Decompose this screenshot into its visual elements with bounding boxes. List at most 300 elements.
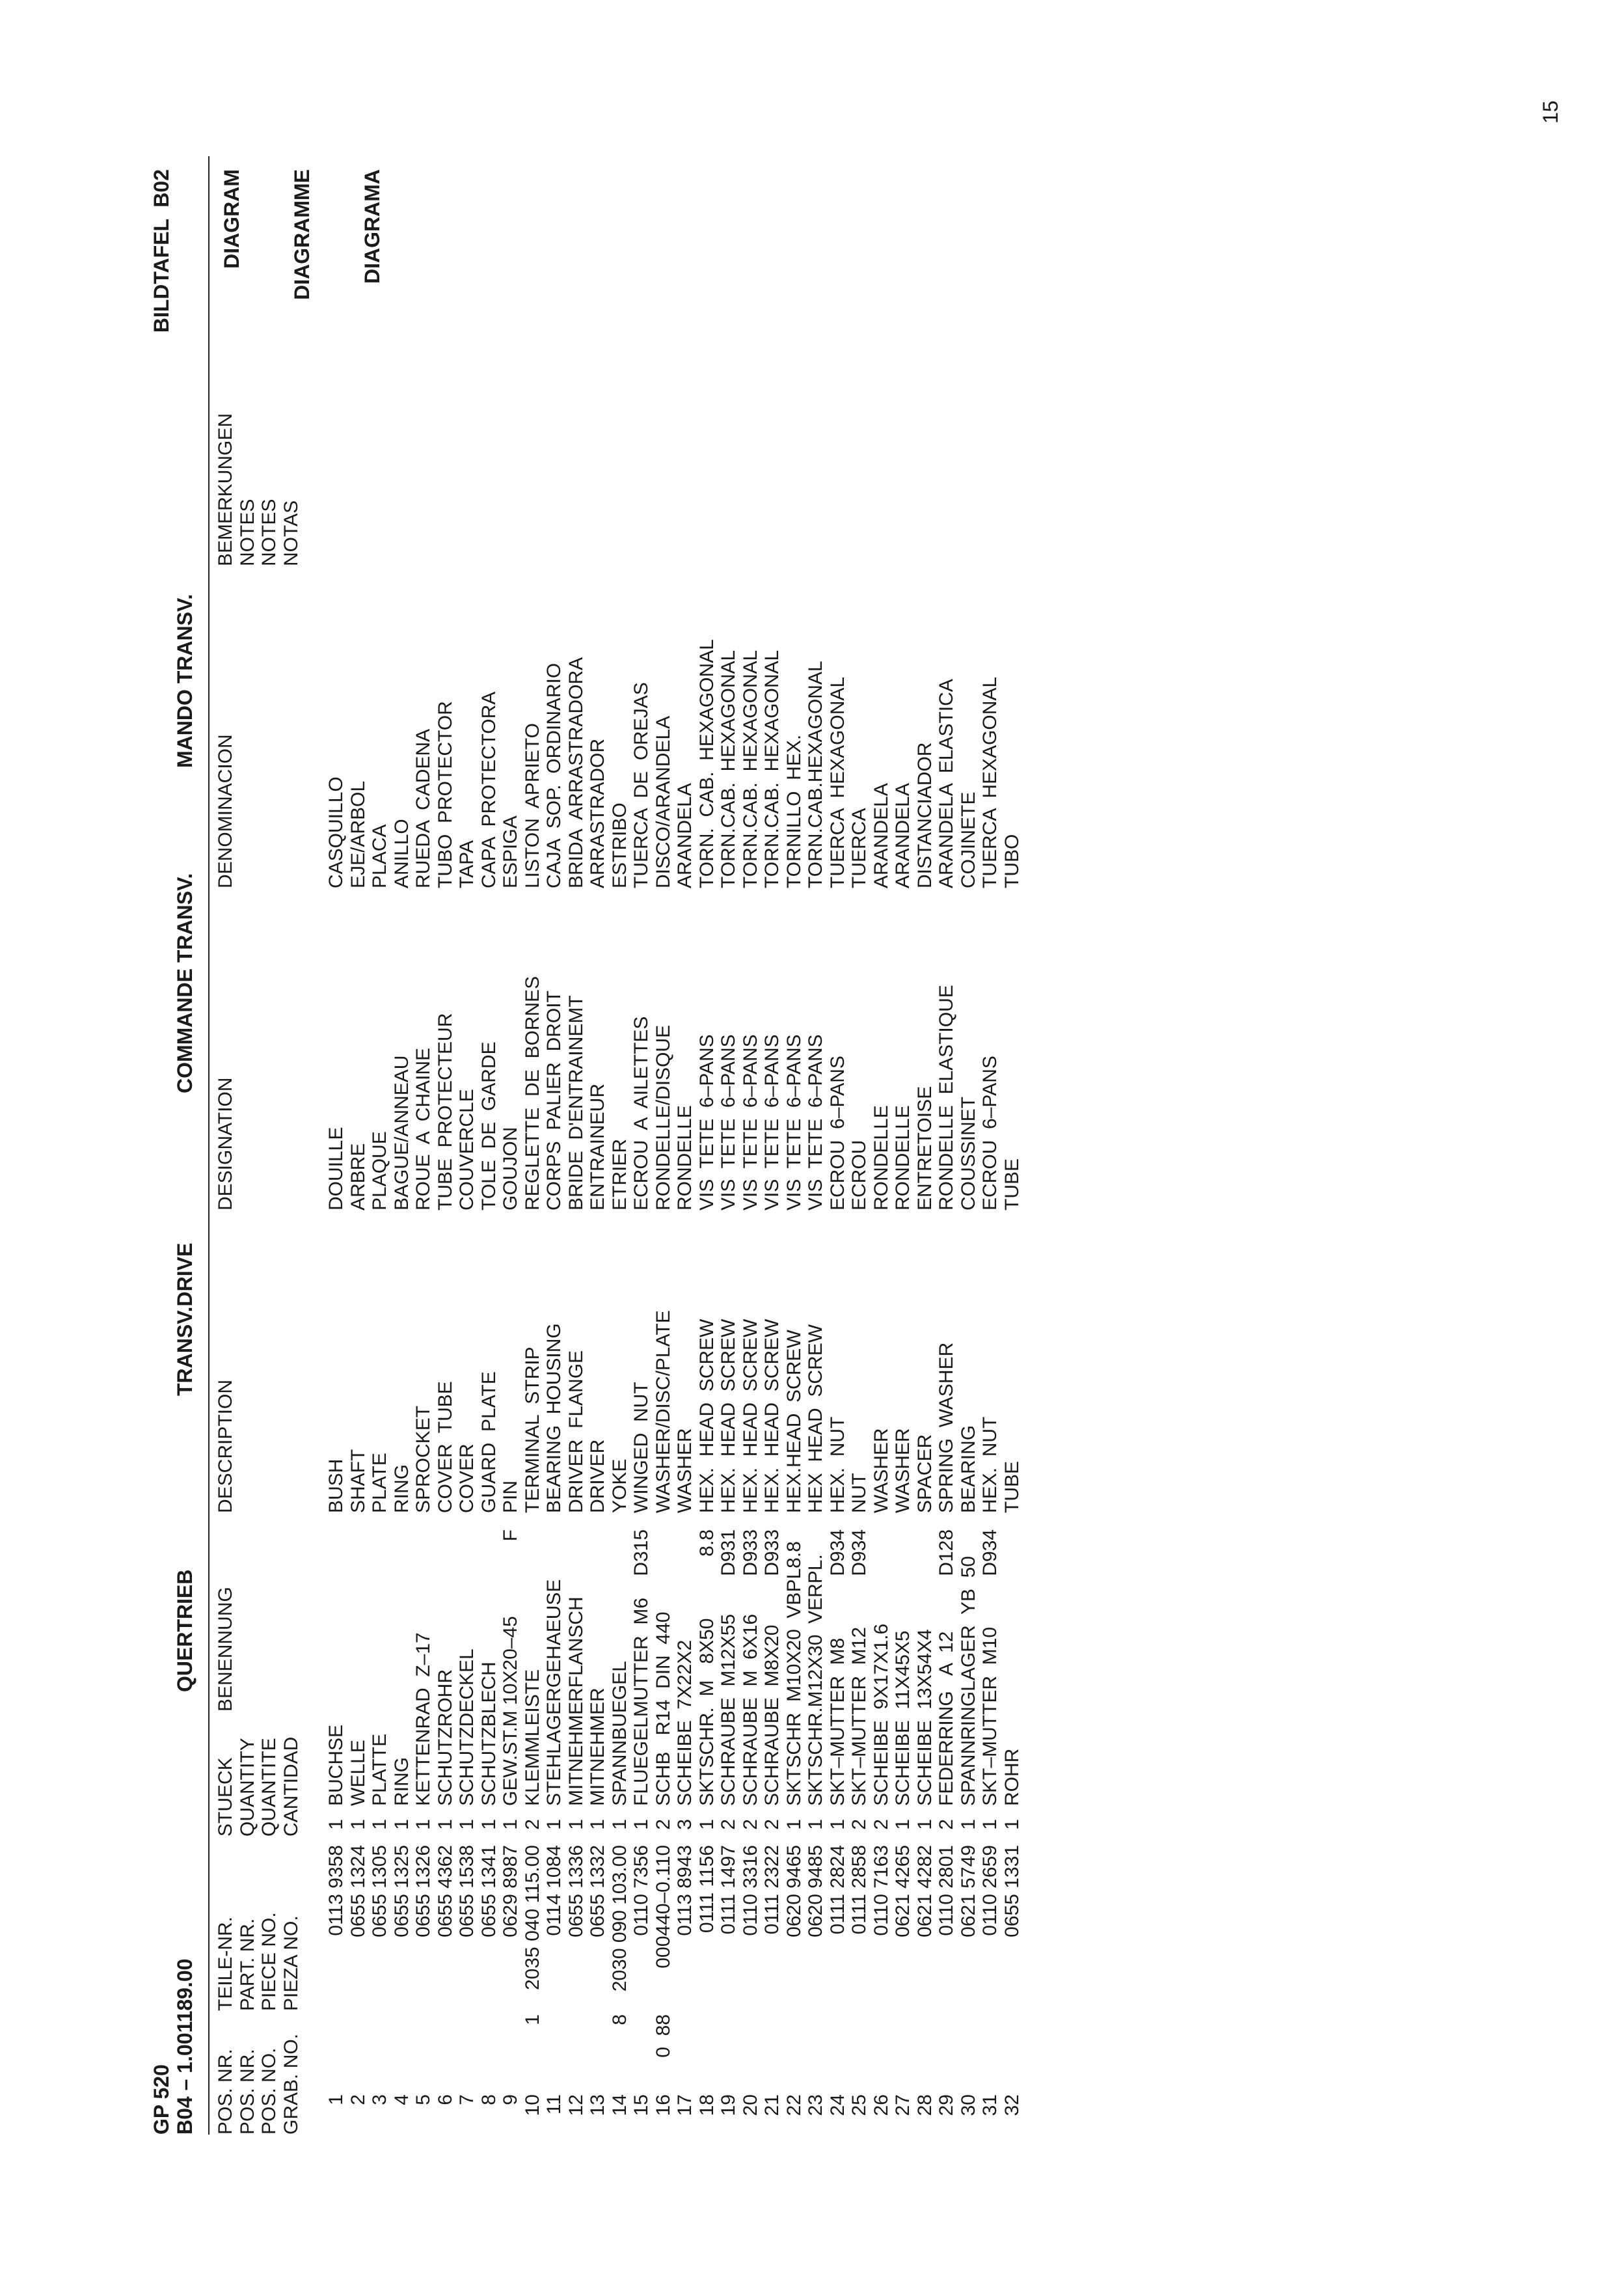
part-number-cell: 000440–0.110 (652, 1845, 674, 1969)
pos-cell: 6 (434, 2094, 456, 2105)
part-number-cell: 0111 1156 (696, 1845, 718, 1934)
designation-cell: ROUE A CHAINE (413, 1047, 434, 1210)
quantity-cell: 2 (870, 1819, 892, 1830)
pos-cell: 8 (478, 2094, 500, 2105)
part-number-cell: 0113 9358 (325, 1845, 347, 1936)
benennung-cell: RING (390, 1757, 413, 1806)
pos-cell: 4 (390, 2094, 413, 2105)
designation-cell: VIS TETE 6–PANS (696, 1034, 718, 1210)
denominacion-cell: BRIDA ARRASTRADORA (565, 657, 587, 888)
designation-cell: VIS TETE 6–PANS (739, 1034, 761, 1210)
designation-cell: PLAQUE (369, 1131, 390, 1210)
header-label: DENOMINACION (215, 734, 236, 888)
header-label: BEMERKUNGEN (215, 413, 236, 566)
quantity-cell: 1 (783, 1819, 805, 1830)
designation-cell: COUSSINET (957, 1096, 979, 1210)
header-rule (208, 156, 210, 2135)
norm-cell (871, 1529, 893, 1634)
designation-cell: ETRIER (608, 1138, 630, 1210)
page-number: 15 (1539, 100, 1562, 124)
denominacion-cell: ESTRIBO (608, 802, 630, 888)
prefix-cell: 0 88 (652, 2014, 674, 2058)
model-label: GP 520 (150, 2064, 173, 2135)
description-cell: PLATE (369, 1453, 390, 1513)
benennung-cell: SCHUTZDECKEL (456, 1648, 478, 1806)
designation-column (325, 976, 1023, 1210)
quantity-cell: 1 (456, 1819, 478, 1830)
quantity-cell: 1 (587, 1819, 608, 1830)
denominacion-cell: TORN.CAB. HEXAGONAL (761, 649, 783, 888)
norm-cell (892, 1529, 914, 1634)
benennung-cell: PLATTE (369, 1733, 390, 1806)
part-header (215, 1912, 302, 2011)
denominacion-cell: TORNILLO HEX. (783, 734, 805, 888)
pos-cell: 12 (565, 2094, 587, 2116)
pos-cell: 19 (718, 2094, 739, 2116)
norm-cell (347, 1529, 370, 1634)
benennung-cell: MITNEHMER (587, 1688, 608, 1806)
norm-cell (325, 1529, 347, 1634)
prefix-cell (500, 2014, 522, 2076)
denominacion-cell: TORN.CAB.HEXAGONAL (805, 661, 826, 888)
norm-cell (587, 1529, 609, 1634)
prefix-cell (413, 2014, 435, 2076)
description-cell: WASHER (892, 1428, 914, 1513)
pos-cell: 14 (608, 2094, 630, 2116)
header-label: NOTES (258, 499, 280, 566)
quantity-cell: 1 (957, 1819, 979, 1830)
designation-cell: RONDELLE (870, 1105, 892, 1210)
description-cell: TUBE (1001, 1460, 1023, 1513)
pos-cell: 25 (848, 2094, 870, 2116)
denominacion-cell: TUERCA (848, 808, 870, 888)
norm-cell: D315 (630, 1529, 652, 1576)
benennung-cell: SKTSCHR. M 8X50 (696, 1618, 718, 1806)
designation-cell: ARBRE (347, 1143, 369, 1210)
quantity-cell: 1 (630, 1819, 652, 1830)
quantity-cell: 2 (521, 1819, 543, 1830)
denominacion-cell: ARANDELA ELASTICA (936, 679, 957, 888)
quantity-cell: 1 (369, 1819, 390, 1830)
description-cell: WINGED NUT (630, 1382, 652, 1513)
part-number-cell: 0620 9485 (805, 1845, 826, 1937)
pos-cell: 13 (587, 2094, 608, 2116)
benennung-cell: SCHRAUBE M8X20 (761, 1624, 783, 1806)
norm-cell: D933 (739, 1529, 761, 1576)
norm-cell (478, 1529, 500, 1634)
norm-cell (413, 1529, 435, 1634)
diagram-label: DIAGRAM (220, 169, 243, 269)
benennung-cell: SKTSCHR.M12X30 VERPL. (805, 1554, 826, 1806)
description-cell: NUT (848, 1473, 870, 1513)
denominacion-header (215, 734, 237, 888)
quantity-cell: 2 (652, 1819, 674, 1830)
designation-cell: CORPS PALIER DROIT (543, 991, 565, 1210)
prefix-cell (718, 2014, 740, 2076)
part-number-column (325, 1845, 1023, 2011)
benennung-cell: STEHLAGERGEHAEUSE (543, 1579, 565, 1806)
diagram-labels (103, 169, 431, 390)
prefix-cell (871, 2014, 893, 2076)
denominacion-cell: LISTON APRIETO (521, 723, 543, 888)
pos-cell: 24 (826, 2094, 848, 2116)
designation-cell: VIS TETE 6–PANS (761, 1034, 783, 1210)
denominacion-cell: CASQUILLO (325, 776, 347, 888)
diagram-label: DIAGRAMA (360, 169, 384, 284)
part-number-cell: 0111 1497 (718, 1845, 739, 1935)
header-label: POS. NR. (236, 2049, 258, 2135)
prefix-cell (587, 2014, 609, 2076)
denominacion-cell: TORN. CAB. HEXAGONAL (696, 639, 718, 888)
description-cell: COVER TUBE (434, 1381, 456, 1513)
benennung-cell: FEDERRING A 12 (936, 1631, 957, 1806)
description-cell: SHAFT (347, 1449, 369, 1513)
part-number-cell: 0655 1326 (413, 1845, 434, 1937)
designation-cell: RONDELLE (674, 1105, 696, 1210)
part-number-cell: 0620 9465 (783, 1845, 805, 1937)
prefix-cell (391, 2014, 413, 2076)
denominacion-column (325, 639, 1023, 888)
prefix-cell (914, 2014, 936, 2076)
designation-cell: GOUJON (500, 1127, 521, 1210)
norm-cell (783, 1529, 805, 1634)
denominacion-cell: TUERCA HEXAGONAL (826, 676, 848, 888)
prefix-cell: 1 (521, 2014, 543, 2025)
prefix-cell (827, 2014, 849, 2076)
header-label: DESIGNATION (215, 1077, 236, 1210)
designation-cell: ENTRETOISE (914, 1086, 936, 1210)
pos-column (325, 2094, 1023, 2135)
part-number-cell: 0655 1341 (478, 1845, 500, 1937)
quantity-cell: 1 (543, 1819, 565, 1830)
designation-cell: RONDELLE (892, 1105, 914, 1210)
part-number-cell: 0621 5749 (957, 1845, 979, 1937)
benennung-cell: WELLE (347, 1740, 369, 1806)
designation-cell: ENTRAINEUR (587, 1083, 608, 1210)
quantity-cell: 1 (500, 1819, 521, 1830)
pos-cell: 20 (739, 2094, 761, 2116)
header-label: GRAB. NO. (280, 2033, 302, 2135)
designation-cell: VIS TETE 6–PANS (805, 1034, 826, 1210)
prefix-cell (696, 2014, 718, 2076)
part-number-cell: 0655 1305 (369, 1845, 390, 1937)
quantity-cell: 1 (979, 1819, 1001, 1830)
pos-cell: 30 (957, 2094, 979, 2116)
pos-cell: 15 (630, 2094, 652, 2116)
part-number-cell: 0629 8987 (500, 1845, 521, 1937)
description-cell: SPACER (914, 1434, 936, 1513)
header-label: QUANTITE (258, 1738, 280, 1837)
designation-cell: VIS TETE 6–PANS (718, 1034, 739, 1210)
description-cell: WASHER (870, 1428, 892, 1513)
prefix-cell (936, 2014, 958, 2076)
denominacion-cell: ARRASTRADOR (587, 738, 608, 888)
designation-cell: TUBE PROTECTEUR (434, 1013, 456, 1210)
quantity-cell: 1 (805, 1819, 826, 1830)
prefix-cell (543, 2014, 565, 2076)
part-number-cell: 0110 7356 (630, 1845, 652, 1936)
designation-cell: COUVERCLE (456, 1089, 478, 1210)
part-number-cell: 0655 1538 (456, 1845, 478, 1937)
description-cell: COVER (456, 1443, 478, 1513)
pos-cell: 26 (870, 2094, 892, 2116)
part-number-cell: 0621 4265 (892, 1845, 914, 1937)
quantity-cell: 1 (325, 1819, 347, 1830)
description-cell: TERMINAL STRIP (521, 1347, 543, 1513)
benennung-cell: SCHEIBE 13X54X4 (914, 1629, 936, 1806)
norm-cell: F (500, 1529, 521, 1542)
quantity-cell: 1 (696, 1819, 718, 1830)
part-number-cell: 0113 8943 (674, 1845, 696, 1936)
header-label: NOTES (236, 499, 258, 566)
header-label: PART. NR. (236, 1918, 258, 2011)
prefix-cell (325, 2014, 347, 2076)
header-label: STUECK (215, 1757, 236, 1837)
norm-cell: 8.8 (696, 1529, 718, 1557)
benennung-cell: SCHB R14 DIN 440 (652, 1611, 674, 1806)
designation-cell: ECROU 6–PANS (826, 1056, 848, 1210)
norm-cell (435, 1529, 457, 1634)
denominacion-cell: DISCO/ARANDELA (652, 715, 674, 888)
description-cell: RING (390, 1464, 413, 1513)
quantity-cell: 1 (892, 1819, 914, 1830)
norm-cell (914, 1529, 936, 1634)
quantity-cell: 3 (674, 1819, 696, 1830)
prefix-cell (783, 2014, 805, 2076)
designation-cell: TOLE DE GARDE (478, 1041, 500, 1210)
designation-cell: BRIDE D'ENTRAINEMT (565, 995, 587, 1210)
part-number-cell: 0655 4362 (434, 1845, 456, 1937)
quantity-cell: 1 (390, 1819, 413, 1830)
part-number-cell: 0655 1332 (587, 1845, 608, 1937)
quantity-cell: 1 (347, 1819, 369, 1830)
group-title-es: MANDO TRANSV. (173, 594, 196, 768)
description-cell: HEX. HEAD SCREW (739, 1319, 761, 1513)
prefix-cell (456, 2014, 478, 2076)
prefix-column (325, 2014, 1023, 2076)
doc-ref: B04 – 1.001189.00 (173, 1958, 196, 2135)
description-cell: HEX. NUT (826, 1416, 848, 1513)
denominacion-cell: ARANDELA (870, 783, 892, 888)
quantity-cell: 1 (565, 1819, 587, 1830)
quantity-cell: 1 (434, 1819, 456, 1830)
benennung-cell: KETTENRAD Z–17 (413, 1632, 434, 1806)
benennung-cell: ROHR (1001, 1748, 1023, 1806)
benennung-cell: MITNEHMERFLANSCH (565, 1596, 587, 1806)
norm-cell: D128 (936, 1529, 957, 1576)
norm-column (325, 1529, 1023, 1634)
designation-cell: ECROU 6–PANS (979, 1056, 1001, 1210)
header-label: CANTIDAD (280, 1736, 302, 1837)
description-cell: PIN (500, 1480, 521, 1513)
prefix-cell (892, 2014, 914, 2076)
part-number-cell: 2035 040 115.00 (521, 1845, 543, 1990)
description-cell: WASHER/DISC/PLATE (652, 1310, 674, 1513)
norm-cell: D933 (761, 1529, 783, 1576)
prefix-cell: 8 (608, 2014, 630, 2025)
norm-cell (958, 1529, 980, 1634)
norm-cell (456, 1529, 478, 1634)
description-cell: HEX. NUT (979, 1416, 1001, 1513)
benennung-cell: SCHUTZROHR (434, 1669, 456, 1806)
prefix-cell (848, 2014, 871, 2076)
pos-cell: 11 (543, 2094, 565, 2115)
norm-cell: D934 (826, 1529, 848, 1576)
norm-cell (543, 1529, 565, 1634)
designation-cell: RONDELLE/DISQUE (652, 1024, 674, 1210)
norm-cell (609, 1529, 631, 1634)
designation-cell: REGLETTE DE BORNES (521, 976, 543, 1210)
pos-cell: 10 (521, 2094, 543, 2116)
description-cell: BUSH (325, 1458, 347, 1513)
denominacion-cell: TORN.CAB. HEXAGONAL (718, 649, 739, 888)
parts-list-sheet (150, 156, 1373, 2135)
pos-cell: 18 (696, 2094, 718, 2116)
prefix-cell (958, 2014, 980, 2076)
header-label: POS. NO. (258, 2047, 280, 2135)
prefix-cell (630, 2014, 653, 2076)
prefix-cell (761, 2014, 783, 2076)
designation-cell: BAGUE/ANNEAU (390, 1055, 413, 1210)
quantity-cell: 2 (936, 1819, 957, 1830)
denominacion-cell: TAPA (456, 840, 478, 888)
denominacion-cell: CAPA PROTECTORA (478, 691, 500, 888)
pos-cell: 9 (500, 2094, 521, 2105)
pos-cell: 16 (652, 2094, 674, 2116)
denominacion-cell: TUBO PROTECTOR (434, 701, 456, 888)
norm-cell: D931 (718, 1529, 739, 1576)
pos-cell: 2 (347, 2094, 369, 2105)
pos-cell: 32 (1001, 2094, 1023, 2116)
quantity-cell: 2 (761, 1819, 783, 1830)
quantity-cell: 1 (1001, 1819, 1023, 1830)
benennung-cell: SCHEIBE 11X45X5 (892, 1630, 914, 1806)
prefix-cell (1001, 2014, 1023, 2076)
designation-cell: VIS TETE 6–PANS (783, 1034, 805, 1210)
benennung-cell: SCHEIBE 7X22X2 (674, 1639, 696, 1806)
benennung-cell: BUCHSE (325, 1724, 347, 1806)
prefix-cell (347, 2014, 370, 2076)
benennung-cell: SKTSCHR M10X20 VBPL8.8 (783, 1541, 805, 1806)
description-cell: DRIVER FLANGE (565, 1350, 587, 1513)
header-label: PIEZA NO. (280, 1915, 302, 2011)
norm-cell (805, 1529, 827, 1634)
benennung-cell: FLUEGELMUTTER M6 (630, 1597, 652, 1806)
norm-cell: D934 (979, 1529, 1001, 1576)
quantity-cell: 2 (718, 1819, 739, 1830)
prefix-cell (740, 2014, 762, 2076)
description-cell: HEX HEAD SCREW (805, 1324, 826, 1513)
description-cell: YOKE (608, 1458, 630, 1513)
norm-cell (674, 1529, 696, 1634)
prefix-cell (435, 2014, 457, 2076)
denominacion-cell: TUERCA HEXAGONAL (979, 676, 1001, 888)
designation-cell: RONDELLE ELASTIQUE (936, 985, 957, 1210)
description-cell: SPROCKET (413, 1405, 434, 1513)
pos-cell: 17 (674, 2094, 696, 2116)
denominacion-cell: ANILLO (390, 819, 413, 888)
quantity-column (325, 1819, 1023, 1839)
denominacion-cell: TUERCA DE OREJAS (630, 682, 652, 888)
quantity-cell: 1 (826, 1819, 848, 1830)
benennung-cell: GEW.ST.M 10X20–45 (500, 1616, 521, 1806)
norm-cell (522, 1529, 544, 1634)
benennung-cell: SCHEIBE 9X17X1.6 (870, 1623, 892, 1806)
header-label: TEILE-NR. (215, 1916, 236, 2011)
prefix-cell (565, 2014, 588, 2076)
description-cell: HEX. HEAD SCREW (761, 1319, 783, 1513)
group-title-en: TRANSV.DRIVE (173, 1242, 196, 1396)
quantity-cell: 2 (739, 1819, 761, 1830)
part-number-cell: 0111 2824 (826, 1845, 848, 1935)
pos-cell: 1 (325, 2094, 347, 2105)
description-header (215, 1380, 237, 1513)
description-cell: WASHER (674, 1428, 696, 1513)
denominacion-cell: CAJA SOP. ORDINARIO (543, 663, 565, 888)
pos-cell: 23 (805, 2094, 826, 2116)
designation-cell: TUBE (1001, 1158, 1023, 1210)
header-label: POS. NR. (215, 2049, 236, 2135)
designation-cell: ECROU (848, 1140, 870, 1210)
header-label: PIECE NO. (258, 1912, 280, 2011)
denominacion-cell: ARANDELA (892, 783, 914, 888)
norm-cell: D934 (848, 1529, 870, 1576)
part-number-cell: 0114 1084 (543, 1845, 565, 1936)
pos-cell: 21 (761, 2094, 783, 2116)
prefix-cell (979, 2014, 1001, 2076)
denominacion-cell: ESPIGA (500, 815, 521, 888)
description-cell: HEX.HEAD SCREW (783, 1330, 805, 1513)
benennung-cell: SKT–MUTTER M8 (826, 1637, 848, 1806)
qty-header (215, 1737, 302, 1837)
designation-header (215, 1078, 237, 1210)
part-number-cell: 0110 3316 (739, 1845, 761, 1936)
description-cell: HEX. HEAD SCREW (696, 1319, 718, 1513)
header-label: QUANTITY (236, 1738, 258, 1837)
pos-header (215, 2034, 302, 2135)
part-number-cell: 2030 090 103.00 (608, 1845, 630, 1992)
pos-cell: 7 (456, 2094, 478, 2105)
diagram-label: BILDTAFEL B02 (150, 169, 173, 333)
part-number-cell: 0111 2858 (848, 1845, 870, 1935)
part-number-cell: 0655 1336 (565, 1845, 587, 1937)
benennung-header (215, 1587, 237, 1712)
prefix-cell (805, 2014, 827, 2076)
description-column (325, 1310, 1023, 1513)
part-number-cell: 0111 2322 (761, 1845, 783, 1935)
denominacion-cell: PLACA (369, 824, 390, 888)
denominacion-cell: EJE/ARBOL (347, 780, 369, 888)
quantity-cell: 1 (914, 1819, 936, 1830)
norm-cell (1001, 1529, 1023, 1634)
part-number-cell: 0110 2659 (979, 1845, 1001, 1936)
pos-cell: 31 (979, 2094, 1001, 2116)
group-title-de: QUERTRIEB (173, 1569, 196, 1692)
benennung-cell: SCHRAUBE M12X55 (718, 1613, 739, 1806)
header-label: NOTAS (280, 500, 302, 566)
pos-cell: 5 (413, 2094, 434, 2105)
part-number-cell: 0655 1331 (1001, 1845, 1023, 1937)
description-cell: BEARING HOUSING (543, 1323, 565, 1513)
quantity-cell: 1 (478, 1819, 500, 1830)
norm-cell (565, 1529, 588, 1634)
description-cell: SPRING WASHER (936, 1342, 957, 1513)
denominacion-cell: DISTANCIADOR (914, 742, 936, 888)
description-cell: HEX. HEAD SCREW (718, 1319, 739, 1513)
norm-cell (653, 1529, 675, 1634)
denominacion-cell: ARANDELA (674, 783, 696, 888)
part-number-cell: 0110 2801 (936, 1845, 957, 1936)
